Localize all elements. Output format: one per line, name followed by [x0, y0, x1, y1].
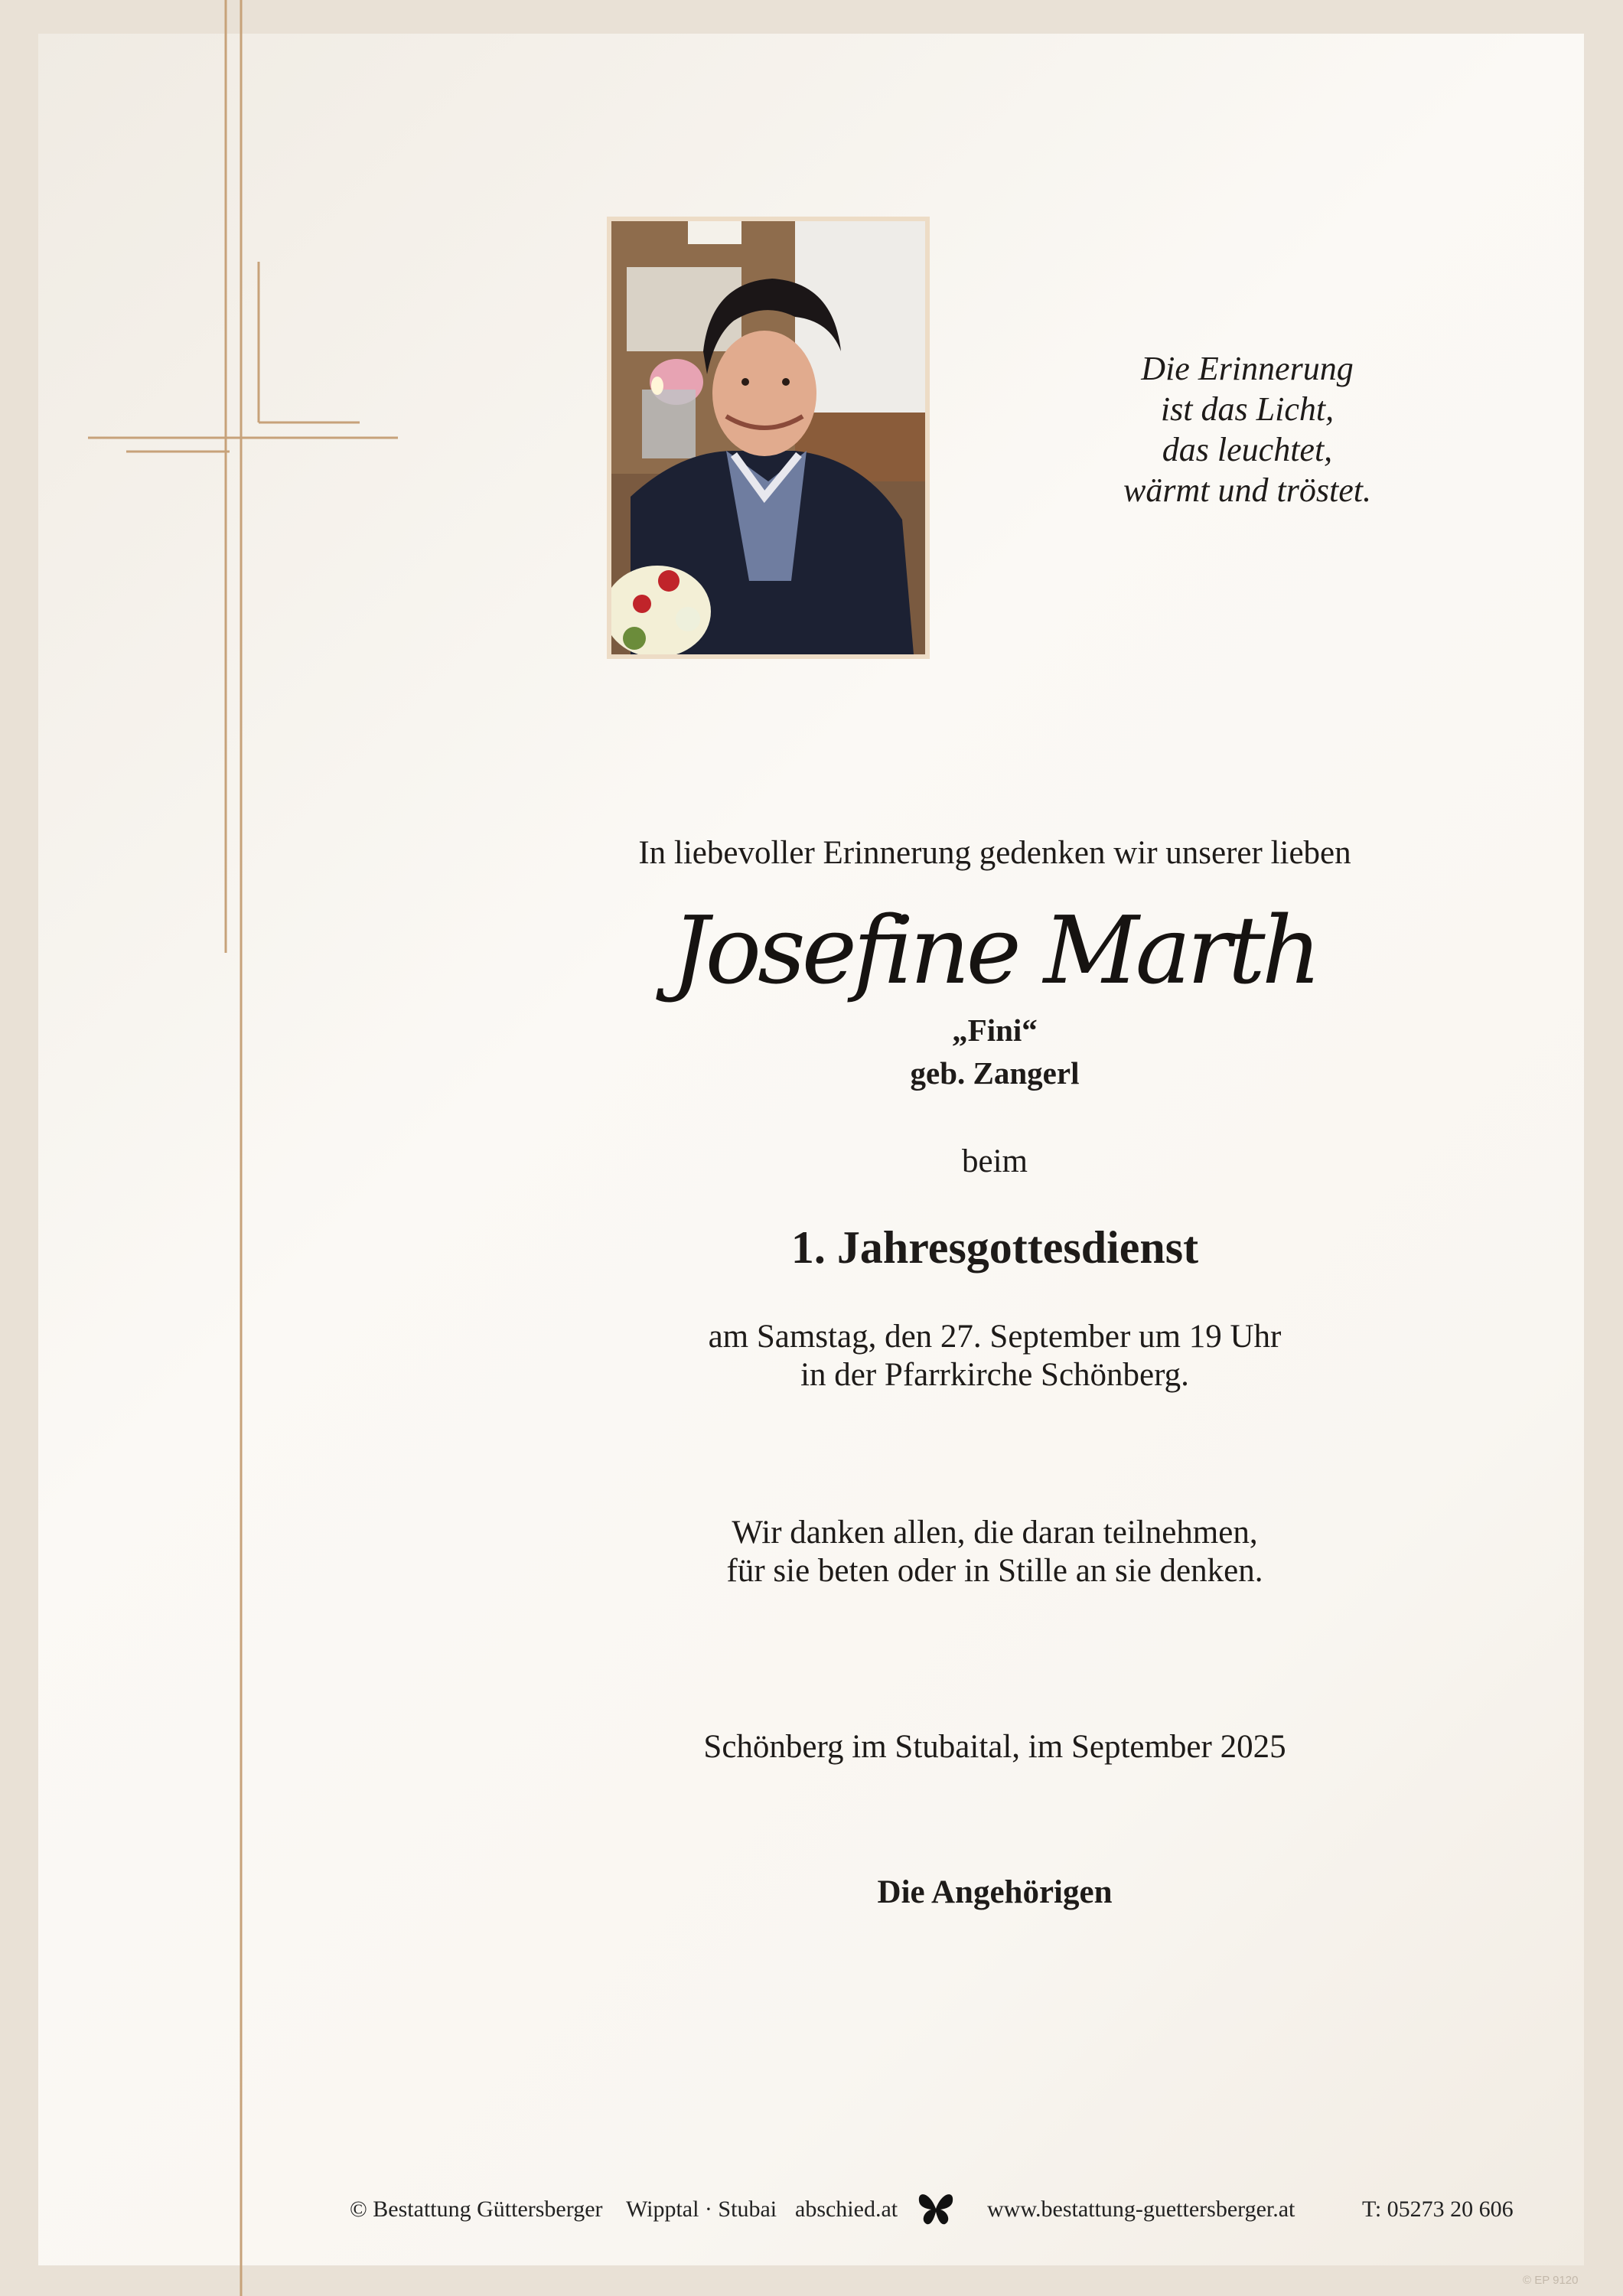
footer-copyright: © Bestattung Güttersberger	[350, 2197, 603, 2222]
footer	[0, 2197, 1623, 2235]
poem-line: Die Erinnerung	[1141, 350, 1354, 387]
poem-line: ist das Licht,	[1160, 390, 1335, 428]
place-date: Schönberg im Stubaital, im September 2025	[703, 1729, 1286, 1765]
service-location-line: in der Pfarrkirche Schönberg.	[800, 1357, 1189, 1393]
footer-site-abschied[interactable]: abschied.at	[795, 2197, 898, 2222]
footer-region: Wipptal · Stubai	[626, 2197, 777, 2222]
footer-phone: T: 05273 20 606	[1362, 2197, 1514, 2222]
occasion-prefix: beim	[962, 1143, 1028, 1179]
footer-site-bestattung[interactable]: www.bestattung-guettersberger.at	[987, 2197, 1295, 2222]
poem-line: wärmt und tröstet.	[1123, 471, 1371, 509]
deceased-name: Josefine Marth	[671, 896, 1318, 1005]
document-code: © EP 9120	[1523, 2274, 1579, 2287]
deceased-maiden-name: geb. Zangerl	[910, 1055, 1080, 1091]
thanks-line: für sie beten oder in Stille an sie denken.	[726, 1553, 1263, 1589]
thanks-line: Wir danken allen, die daran teilnehmen,	[732, 1515, 1258, 1551]
service-title: 1. Jahresgottesdienst	[790, 1222, 1199, 1273]
service-date-line: am Samstag, den 27. September um 19 Uhr	[708, 1319, 1282, 1355]
intro-text: In liebevoller Erinnerung gedenken wir unserer lieben	[638, 835, 1351, 871]
portrait-image	[611, 221, 925, 654]
memorial-poem	[1041, 348, 1454, 510]
deceased-nickname: „Fini“	[952, 1013, 1038, 1048]
signature: Die Angehörigen	[877, 1874, 1113, 1910]
thanks-text	[536, 1514, 1454, 1590]
portrait-photo	[607, 217, 930, 659]
service-details	[536, 1318, 1454, 1394]
poem-line: das leuchtet,	[1162, 431, 1333, 468]
butterfly-icon	[916, 2190, 956, 2227]
